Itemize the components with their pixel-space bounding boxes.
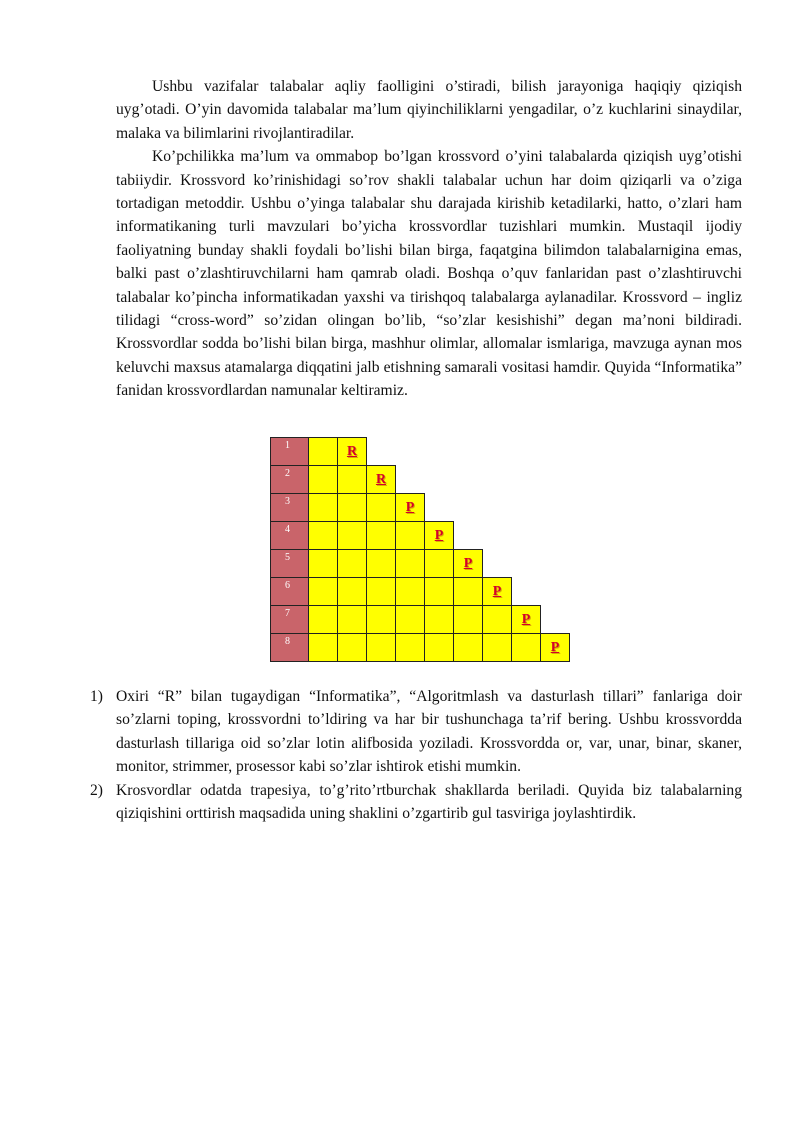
crossword-cell[interactable] (425, 578, 454, 606)
crossword-cell[interactable] (396, 522, 425, 550)
crossword-row (271, 634, 570, 662)
list-item (90, 685, 742, 779)
crossword-cell[interactable] (367, 550, 396, 578)
crossword-cell[interactable] (338, 606, 367, 634)
crossword-letter-cell: R (338, 438, 367, 466)
crossword-empty (425, 466, 454, 494)
crossword-empty (483, 550, 512, 578)
crossword-letter-cell: R (367, 466, 396, 494)
crossword-letter-cell: P (396, 494, 425, 522)
crossword-cell[interactable] (425, 606, 454, 634)
crossword-empty (541, 578, 570, 606)
crossword-cell[interactable] (338, 466, 367, 494)
crossword-empty (483, 494, 512, 522)
crossword-cell[interactable] (338, 522, 367, 550)
crossword-row-number: 3 (271, 494, 309, 522)
crossword-empty (396, 438, 425, 466)
list-item (90, 779, 742, 826)
crossword-empty (512, 550, 541, 578)
crossword-row-number: 4 (271, 522, 309, 550)
crossword-cell[interactable] (396, 606, 425, 634)
crossword-cell[interactable] (338, 550, 367, 578)
crossword-empty (483, 522, 512, 550)
crossword-cell[interactable] (367, 494, 396, 522)
crossword-cell[interactable] (425, 634, 454, 662)
crossword-letter-cell: P (425, 522, 454, 550)
crossword-empty (454, 438, 483, 466)
crossword-cell[interactable] (396, 578, 425, 606)
crossword-empty (425, 494, 454, 522)
list-item-number: 2) (90, 781, 103, 799)
crossword-empty (512, 494, 541, 522)
crossword-grid (270, 437, 570, 662)
crossword-empty (541, 606, 570, 634)
crossword-cell[interactable] (454, 578, 483, 606)
crossword-empty (425, 438, 454, 466)
crossword-letter-cell: P (483, 578, 512, 606)
crossword-row (271, 550, 570, 578)
crossword-cell[interactable] (309, 606, 338, 634)
paragraph-1: Ushbu vazifalar talabalar aqliy faolligini o’stiradi, bilish jarayoniga haqiqiy qiziqish uyg’otadi. O’yin davomida talabalar ma’lum qiyinchiliklarni yengadilar, o’z kuchlarini sinaydilar, malaka va bilimlarini rivojlantiradilar. (116, 78, 742, 142)
crossword-empty (483, 438, 512, 466)
crossword-row-number: 8 (271, 634, 309, 662)
crossword-cell[interactable] (454, 634, 483, 662)
crossword-empty (512, 438, 541, 466)
list-item-text: Krosvordlar odatda trapesiya, to’g’rito’rtburchak shakllarda beriladi. Quyida biz talabalarning qiziqishini orttirish maqsadida uning shaklini o’zgartirib gul tasviriga joylashtirdik. (116, 781, 742, 823)
crossword-empty (541, 438, 570, 466)
list-item-text: Oxiri “R” bilan tugaydigan “Informatika”, “Algoritmlash va dasturlash tillari” fanlariga doir so’zlarni toping, krossvordni to’ldiring va har bir tushunchaga ta’rif bering. Ushbu krossvordda dasturlash tillariga oid so’zlar lotin alifbosida yoziladi. Krossvordda or, var, unar, binar, skaner, monitor, strimmer, prosessor kabi so’zlar ishtirok etishi mumkin. (116, 688, 742, 776)
numbered-list (90, 685, 742, 825)
crossword-empty (541, 494, 570, 522)
crossword-cell[interactable] (512, 634, 541, 662)
crossword-empty (396, 466, 425, 494)
crossword-row-number: 5 (271, 550, 309, 578)
crossword-row (271, 494, 570, 522)
crossword-row-number: 2 (271, 466, 309, 494)
crossword-empty (454, 466, 483, 494)
crossword-cell[interactable] (309, 466, 338, 494)
crossword-cell[interactable] (309, 550, 338, 578)
crossword-cell[interactable] (338, 578, 367, 606)
crossword-cell[interactable] (309, 494, 338, 522)
crossword-row (271, 606, 570, 634)
crossword-cell[interactable] (396, 550, 425, 578)
crossword-cell[interactable] (309, 578, 338, 606)
crossword-cell[interactable] (483, 606, 512, 634)
crossword-empty (541, 522, 570, 550)
crossword-cell[interactable] (309, 438, 338, 466)
crossword-empty (367, 438, 396, 466)
crossword-cell[interactable] (309, 522, 338, 550)
crossword-row-number: 1 (271, 438, 309, 466)
crossword-row (271, 466, 570, 494)
crossword-letter-cell: P (454, 550, 483, 578)
crossword-empty (512, 522, 541, 550)
crossword-cell[interactable] (338, 634, 367, 662)
crossword-cell[interactable] (396, 634, 425, 662)
crossword-empty (483, 466, 512, 494)
crossword-cell[interactable] (309, 634, 338, 662)
crossword-empty (512, 466, 541, 494)
crossword-row (271, 522, 570, 550)
crossword-empty (541, 550, 570, 578)
crossword-cell[interactable] (367, 606, 396, 634)
crossword-cell[interactable] (367, 522, 396, 550)
crossword-letter-cell: P (512, 606, 541, 634)
crossword-cell[interactable] (454, 606, 483, 634)
crossword-cell[interactable] (367, 578, 396, 606)
crossword-row (271, 438, 570, 466)
crossword-row-number: 7 (271, 606, 309, 634)
crossword-cell[interactable] (425, 550, 454, 578)
body-text (116, 75, 742, 403)
crossword-cell[interactable] (367, 634, 396, 662)
paragraph-2: Ko’pchilikka ma’lum va ommabop bo’lgan krossvord o’yini talabalarda qiziqish uyg’otishi tabiiydir. Krossvord ko’rinishidagi so’rov shakli talabalar uchun har doim qiziqarli va o’ziga tortadigan metoddir. Ushbu o’yinga talabalar shu darajada kirishib ketadilarki, hatto, o’zlari ham informatikaning turli mavzulari bo’yicha krossvordlar tuzishlari mumkin. Mustaqil ijodiy faoliyatning bunday shakli foydali bo’lishi bilan birga, faqatgina bilimdon talabalarnigina emas, balki past o’zlashtiruvchilarni ham qamrab oladi. Boshqa o’quv fanlaridan past o’zlashtiruvchi talabalar ko’pincha informatikadan yaxshi va tirishqoq talabalarga aylanadilar. Krossvord – ingliz tilidagi “cross-word” so’zidan olingan bo’lib, “so’zlar kesishishi” degan ma’noni bildiradi. Krossvordlar sodda bo’lishi bilan birga, mashhur olimlar, allomalar ismlariga, mavzuga aynan mos keluvchi maxsus atamalarga diqqatini jalb etishning samarali vositasi hamdir. Quyida “Informatika” fanidan krossvordlardan namunalar keltiramiz. (116, 148, 742, 400)
crossword-empty (454, 522, 483, 550)
crossword-empty (512, 578, 541, 606)
crossword-cell[interactable] (483, 634, 512, 662)
crossword-cell[interactable] (338, 494, 367, 522)
list-item-number: 1) (90, 688, 103, 705)
crossword-letter-cell: P (541, 634, 570, 662)
crossword-empty (541, 466, 570, 494)
crossword-empty (454, 494, 483, 522)
crossword-row (271, 578, 570, 606)
crossword-row-number: 6 (271, 578, 309, 606)
